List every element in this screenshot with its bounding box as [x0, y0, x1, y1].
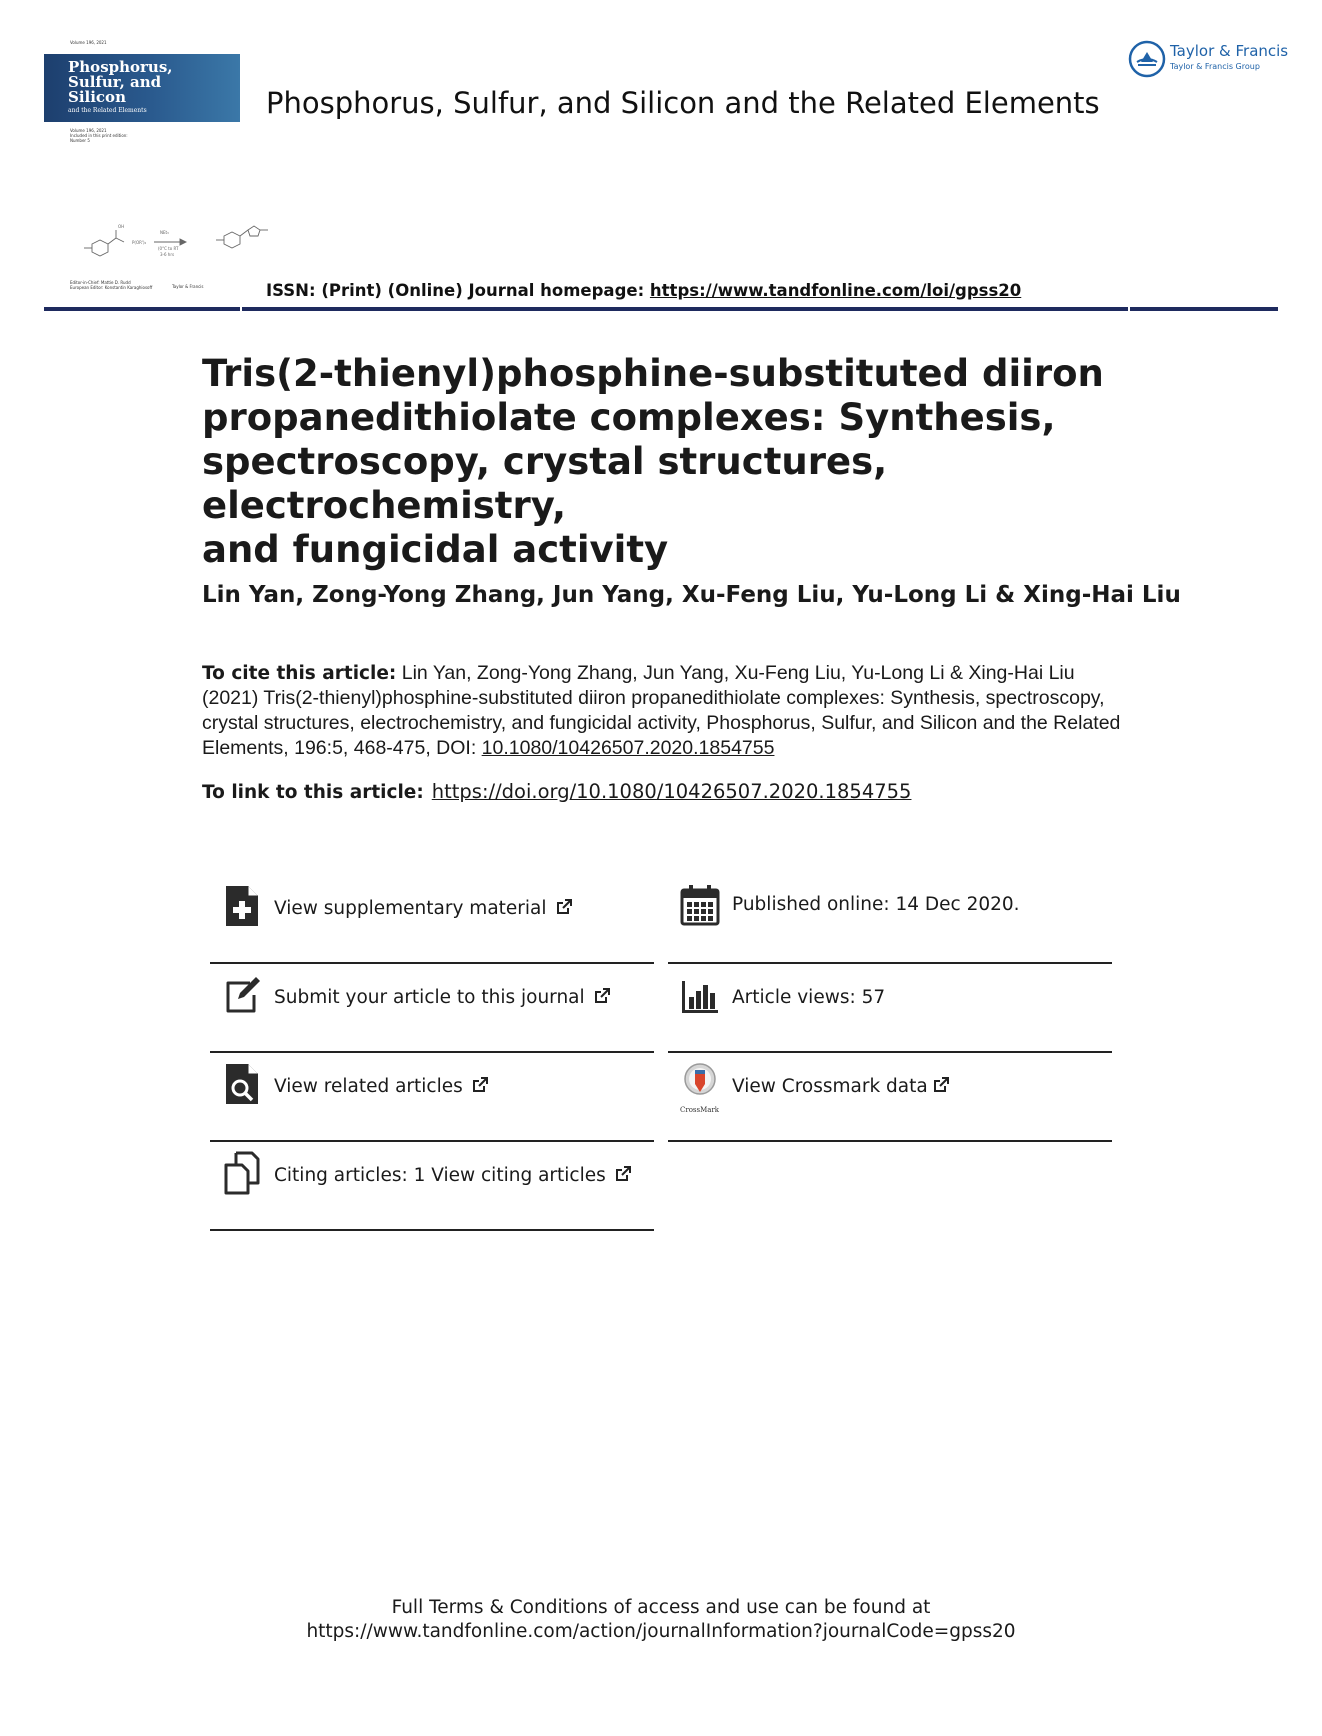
citing-articles-link[interactable] [274, 1165, 632, 1186]
related-articles-label: View related articles [274, 1076, 463, 1097]
citation-block [202, 661, 1122, 761]
article-link-block [202, 780, 911, 803]
cover-editors: Editor-in-Chief: Mattie D. Rudd European Editor: Konstantin Karaghiosoff [70, 280, 153, 290]
header-divider [44, 307, 1278, 311]
cite-label: To cite this article: [202, 663, 397, 684]
crossmark-logo-text: CrossMark [680, 1106, 720, 1114]
link-label: To link to this article: [202, 782, 424, 803]
copy-documents-icon [222, 1151, 262, 1195]
terms-line: Full Terms & Conditions of access and use can be found at [391, 1597, 931, 1618]
terms-footer [0, 1596, 1322, 1644]
cover-subtitle: and the Related Elements [68, 107, 147, 114]
crossmark-link[interactable] [732, 1076, 950, 1097]
crossmark-icon [680, 1062, 720, 1106]
related-articles-cell[interactable] [210, 1054, 654, 1142]
citing-articles-cell[interactable] [210, 1143, 654, 1231]
publisher-group: Taylor & Francis Group [1170, 62, 1260, 71]
article-title: Tris(2-thienyl)phosphine-substituted diiron propanedithiolate complexes: Synthesis, spectroscopy, crystal structures, electrochemistry, and fungicidal activity [202, 352, 1104, 571]
svg-text:(0°C to RT: (0°C to RT [158, 246, 179, 251]
journal-title: Phosphorus, Sulfur, and Silicon and the Related Elements [266, 86, 1100, 120]
bar-chart-icon [680, 973, 720, 1017]
doi-link[interactable]: 10.1080/10426507.2020.1854755 [481, 737, 775, 759]
publisher-logo[interactable] [1128, 38, 1288, 78]
article-views-text: Article views: 57 [732, 987, 886, 1008]
cell-divider [668, 1051, 1112, 1053]
journal-homepage-link[interactable]: https://www.tandfonline.com/loi/gpss20 [649, 281, 1022, 300]
published-online-text: Published online: 14 Dec 2020. [732, 894, 1020, 915]
header-divider-gap [240, 307, 242, 311]
external-link-icon [593, 987, 611, 1005]
cell-divider [668, 1140, 1112, 1142]
cell-divider [210, 1140, 654, 1142]
svg-text:NEt₃: NEt₃ [160, 230, 169, 235]
svg-text:P(OR')₂: P(OR')₂ [132, 240, 147, 245]
terms-url[interactable]: https://www.tandfonline.com/action/journalInformation?journalCode=gpss20 [306, 1621, 1016, 1642]
cover-volume: Volume 196, 2021 [70, 40, 107, 45]
related-articles-link[interactable] [274, 1076, 489, 1097]
search-document-icon [222, 1062, 262, 1106]
cell-divider [210, 962, 654, 964]
issn-text: ISSN: (Print) (Online) Journal homepage: [266, 281, 650, 300]
external-link-icon [932, 1076, 950, 1094]
cell-divider [210, 1229, 654, 1231]
supplementary-link[interactable] [274, 898, 573, 919]
submit-article-cell[interactable] [210, 965, 654, 1053]
external-link-icon [614, 1165, 632, 1183]
taylor-francis-logo-icon [1128, 40, 1166, 78]
external-link-icon [471, 1076, 489, 1094]
journal-cover-image [44, 36, 240, 290]
citing-articles-label: Citing articles: 1 View citing articles [274, 1165, 606, 1186]
cell-divider [668, 962, 1112, 964]
supplementary-material-cell[interactable] [210, 876, 654, 964]
header-divider-gap [1128, 307, 1130, 311]
file-plus-icon [222, 884, 262, 928]
cover-publisher-mini: Taylor & Francis [172, 284, 204, 289]
calendar-icon [680, 884, 720, 928]
published-online-cell [668, 876, 1112, 964]
svg-text:OH: OH [118, 224, 125, 229]
svg-text:3-6 hrs: 3-6 hrs [160, 252, 175, 257]
article-authors: Lin Yan, Zong-Yong Zhang, Jun Yang, Xu-Feng Liu, Yu-Long Li & Xing-Hai Liu [202, 582, 1181, 608]
cover-info: Volume 196, 2021 Included in this print edition: Number 5 [70, 128, 128, 143]
issn-line [266, 281, 1021, 300]
supplementary-label: View supplementary material [274, 898, 547, 919]
article-url-link[interactable]: https://doi.org/10.1080/10426507.2020.1854755 [431, 780, 912, 803]
crossmark-cell[interactable] [668, 1054, 1112, 1142]
external-link-icon [555, 898, 573, 916]
publisher-name: Taylor & Francis [1170, 42, 1289, 60]
cover-title: Phosphorus, Sulfur, and Silicon [68, 58, 173, 106]
edit-icon [222, 973, 262, 1017]
article-views-cell [668, 965, 1112, 1053]
cover-banner [44, 54, 240, 122]
submit-article-label: Submit your article to this journal [274, 987, 585, 1008]
cover-reaction-scheme [64, 186, 274, 266]
cite-text: Lin Yan, Zong-Yong Zhang, Jun Yang, Xu-Feng Liu, Yu-Long Li & Xing-Hai Liu (2021) Tris(2-thienyl)phosphine-substituted diiron propanedithiolate complexes: Synthesis, spectroscopy, crystal structures, electrochemistry, and fungicidal activity, Phosphorus, Sulfur, and Silicon and the Related Elements, 196:5, 468-475, DOI: [202, 662, 1121, 759]
crossmark-label: View Crossmark data [732, 1076, 928, 1097]
cell-divider [210, 1051, 654, 1053]
submit-article-link[interactable] [274, 987, 611, 1008]
